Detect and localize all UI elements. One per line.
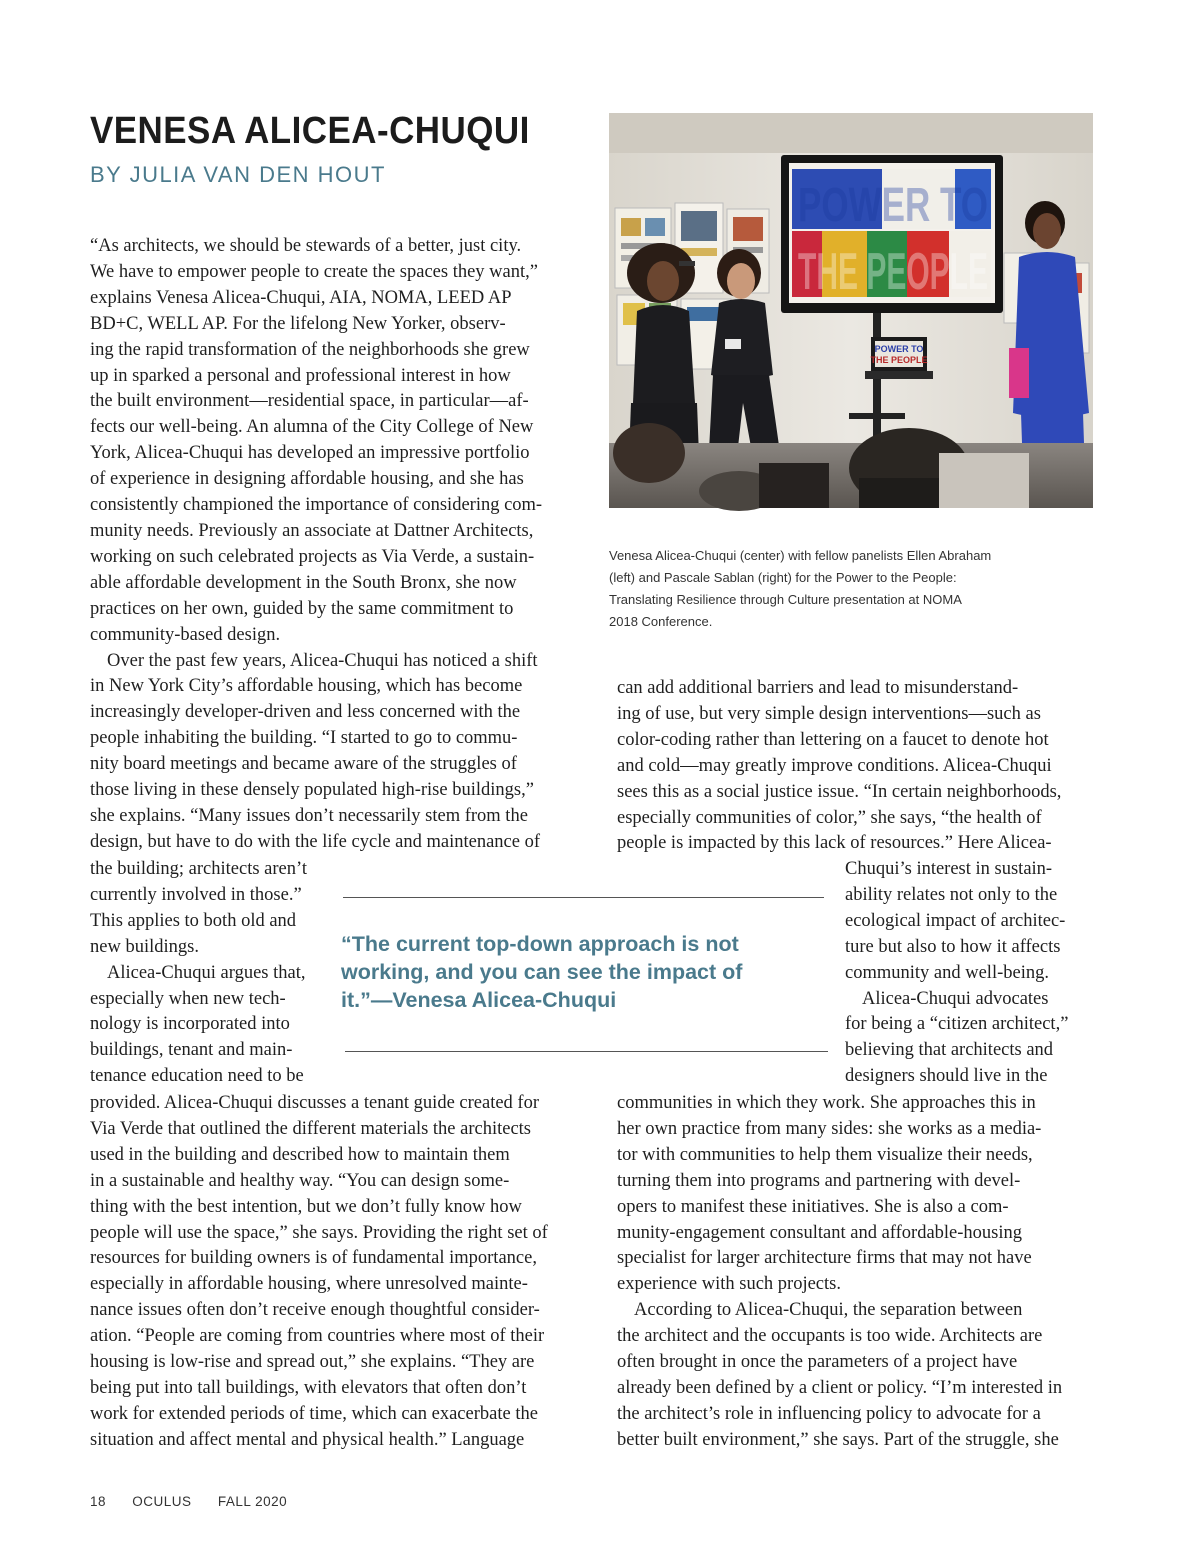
text-line: ing the rapid transformation of the neighborhoods she grew [90, 339, 530, 360]
pullquote-rule-bottom [345, 1051, 828, 1052]
text-line: especially communities of color,” she says, “the health of [617, 807, 1042, 828]
article-title: VENESA ALICEA-CHUQUI [90, 110, 530, 152]
text-line: (left) and Pascale Sablan (right) for the Power to the People: [609, 570, 957, 585]
article-byline: BY JULIA VAN DEN HOUT [90, 162, 386, 187]
text-line: ture but also to how it affects [845, 936, 1061, 957]
text-line: often brought in once the parameters of a project have [617, 1352, 1018, 1373]
text-line: design, but have to do with the life cycle and maintenance of [90, 831, 541, 852]
text-line: people inhabiting the building. “I started to go to commu- [90, 728, 518, 749]
text-line: nology is incorporated into [90, 1014, 290, 1035]
text-line: munity-engagement consultant and affordable-housing [617, 1222, 1023, 1243]
text-line: provided. Alicea-Chuqui discusses a tenant guide created for [90, 1093, 539, 1113]
text-line: experience with such projects. [617, 1274, 841, 1295]
text-line: those living in these densely populated high-rise buildings,” [90, 780, 534, 801]
text-line: This applies to both old and [90, 910, 297, 931]
text-line: BD+C, WELL AP. For the lifelong New Yorker, observ- [90, 313, 506, 334]
text-line: people will use the space,” she says. Providing the right set of [90, 1222, 548, 1243]
text-line: buildings, tenant and main- [90, 1040, 293, 1061]
body-column-2-top [617, 676, 1092, 857]
text-line: community and well-being. [845, 962, 1049, 983]
text-line: Over the past few years, Alicea-Chuqui has noticed a shift [107, 650, 538, 671]
text-line: can add additional barriers and lead to misunderstand- [617, 678, 1019, 698]
text-line: nity board meetings and became aware of the struggles of [90, 754, 517, 775]
text-line: turning them into programs and partnering with devel- [617, 1170, 1021, 1191]
laptop [865, 337, 933, 379]
text-line: currently involved in those.” [90, 884, 302, 905]
text-line: increasingly developer-driven and less concerned with the [90, 702, 521, 723]
text-line: ation. “People are coming from countries where most of their [90, 1326, 545, 1347]
laptop-line-1: POWER TO [874, 344, 924, 354]
page-footer [90, 1494, 309, 1509]
text-line: especially in affordable housing, where unresolved mainte- [90, 1274, 528, 1295]
text-line: working on such celebrated projects as Via Verde, a sustain- [90, 546, 535, 567]
text-line: specialist for larger architecture firms that may not have [617, 1248, 1032, 1269]
text-line: Alicea-Chuqui argues that, [107, 962, 306, 983]
text-line: nance issues often don’t receive enough thoughtful consider- [90, 1300, 540, 1321]
text-line: housing is low-rise and spread out,” she explains. “They are [90, 1352, 535, 1373]
text-line: the building; architects aren’t [90, 859, 307, 879]
pull-quote [341, 930, 831, 1014]
text-line: “As architects, we should be stewards of a better, just city. [90, 236, 522, 256]
text-line: ability relates not only to the [845, 884, 1058, 905]
text-line: We have to empower people to create the spaces they want,” [90, 261, 538, 282]
text-line: ing of use, but very simple design interventions—such as [617, 703, 1041, 724]
text-line: up in sparked a personal and professional interest in how [90, 365, 511, 386]
text-line: 2018 Conference. [609, 614, 713, 629]
text-line: work for extended periods of time, which can exacerbate the [90, 1403, 538, 1424]
text-line: better built environment,” she says. Part of the struggle, she [617, 1429, 1059, 1450]
text-line: York, Alicea-Chuqui has developed an impressive portfolio [90, 443, 530, 464]
text-line: ecological impact of architec- [845, 910, 1066, 931]
text-line: munity needs. Previously an associate at Dattner Architects, [90, 520, 534, 541]
text-line: resources for building owners is of fundamental importance, [90, 1248, 537, 1269]
text-line: people is impacted by this lack of resources.” Here Alicea- [617, 833, 1052, 854]
magazine-name: OCULUS [132, 1494, 192, 1509]
text-line: tor with communities to help them visualize their needs, [617, 1144, 1033, 1165]
text-line: new buildings. [90, 936, 199, 957]
text-line: for being a “citizen architect,” [845, 1014, 1069, 1035]
text-line: her own practice from many sides: she works as a media- [617, 1118, 1042, 1139]
page-number: 18 [90, 1494, 107, 1509]
text-line: Venesa Alicea-Chuqui (center) with fellow panelists Ellen Abraham [609, 548, 992, 563]
text-line: able affordable development in the South Bronx, she now [90, 572, 517, 593]
text-line: tenance education need to be [90, 1066, 304, 1087]
text-line: thing with the best intention, but we don’t fully know how [90, 1196, 522, 1217]
text-line: it.”—Venesa Alicea-Chuqui [341, 988, 617, 1012]
text-line: consistently championed the importance of considering com- [90, 495, 543, 516]
text-line: the architect’s role in influencing policy to advocate for a [617, 1403, 1041, 1424]
text-line: opers to manifest these initiatives. She is also a com- [617, 1196, 1009, 1217]
body-column-1-narrow [90, 857, 330, 1090]
photo-caption [609, 545, 1089, 633]
text-line: community-based design. [90, 624, 281, 645]
text-line: she explains. “Many issues don’t necessarily stem from the [90, 805, 528, 826]
text-line: color-coding rather than lettering on a faucet to denote hot [617, 729, 1049, 750]
body-column-2-bottom [617, 1091, 1092, 1454]
body-column-1-bottom [90, 1091, 580, 1454]
text-line: already been defined by a client or policy. “I’m interested in [617, 1377, 1063, 1398]
text-line: communities in which they work. She approaches this in [617, 1093, 1036, 1113]
body-column-2-narrow [845, 857, 1095, 1090]
text-line: Translating Resilience through Culture presentation at NOMA [609, 592, 962, 607]
pullquote-rule-top [343, 897, 824, 898]
issue-date: FALL 2020 [217, 1494, 288, 1509]
text-line: and cold—may greatly improve conditions. Alicea-Chuqui [617, 755, 1052, 776]
text-line: practices on her own, guided by the same commitment to [90, 598, 514, 619]
text-line: Chuqui’s interest in sustain- [845, 859, 1053, 879]
text-line: Alicea-Chuqui advocates [862, 988, 1049, 1009]
tv-screen [781, 155, 1003, 313]
text-line: “The current top-down approach is not [341, 932, 739, 956]
text-line: in a sustainable and healthy way. “You can design some- [90, 1170, 510, 1191]
text-line: working, and you can see the impact of [341, 960, 743, 984]
text-line: of experience in designing affordable housing, and she has [90, 469, 524, 490]
text-line: designers should live in the [845, 1066, 1048, 1087]
text-line: the built environment—residential space, in particular—af- [90, 391, 529, 412]
text-line: fects our well-being. An alumna of the City College of New [90, 417, 534, 438]
text-line: the architect and the occupants is too wide. Architects are [617, 1326, 1043, 1347]
tv-screen-line-2: THE PEOPLE [798, 243, 988, 301]
laptop-line-2: THE PEOPLE [870, 355, 928, 365]
text-line: According to Alicea-Chuqui, the separation between [634, 1300, 1023, 1321]
text-line: especially when new tech- [90, 988, 286, 1009]
text-line: used in the building and described how to maintain them [90, 1144, 510, 1165]
text-line: sees this as a social justice issue. “In certain neighborhoods, [617, 781, 1062, 802]
tv-screen-line-1: POWER TO [798, 179, 988, 232]
text-line: in New York City’s affordable housing, which has become [90, 676, 523, 697]
event-photo [609, 113, 1093, 508]
body-column-1-top [90, 234, 580, 856]
text-line: situation and affect mental and physical health.” Language [90, 1429, 525, 1450]
text-line: explains Venesa Alicea-Chuqui, AIA, NOMA, LEED AP [90, 287, 512, 308]
text-line: believing that architects and [845, 1040, 1054, 1061]
text-line: being put into tall buildings, with elevators that often don’t [90, 1377, 527, 1398]
text-line: Via Verde that outlined the different materials the architects [90, 1118, 532, 1139]
